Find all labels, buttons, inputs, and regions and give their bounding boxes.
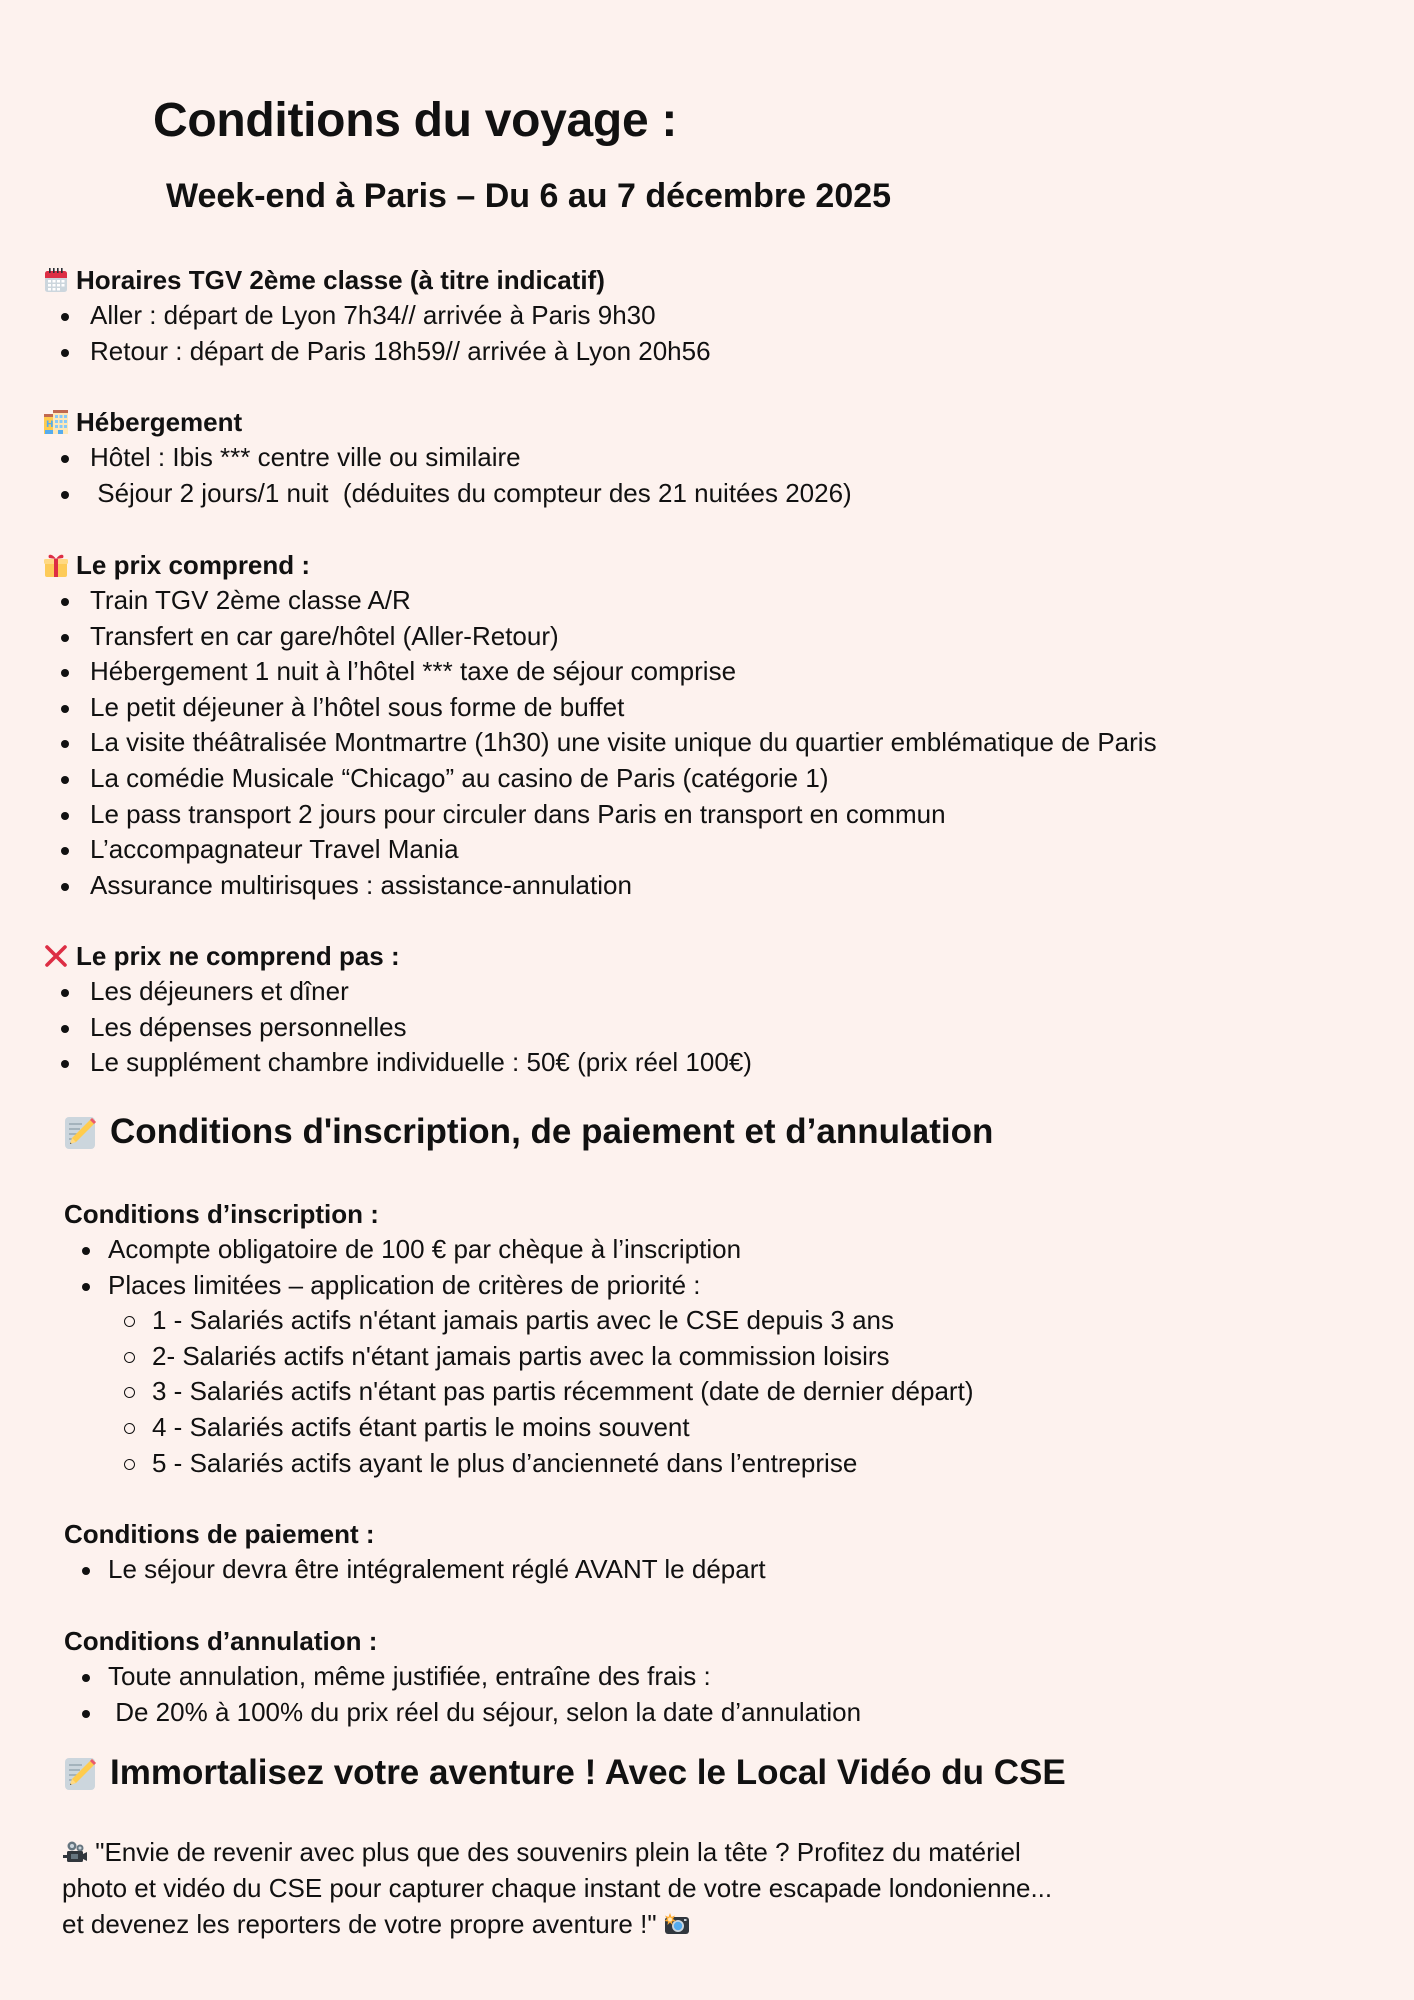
section-title: Le prix ne comprend pas : (76, 941, 400, 971)
criteria-item: 1 - Salariés actifs n'étant jamais partis avec le CSE depuis 3 ans (64, 1303, 973, 1339)
list-item: La comédie Musicale “Chicago” au casino de Paris (catégorie 1) (42, 761, 1157, 797)
section-included (42, 547, 1157, 903)
list-item: Les déjeuners et dîner (42, 974, 752, 1010)
not-included-list (42, 974, 752, 1081)
list-item: Assurance multirisques : assistance-annulation (42, 868, 1157, 904)
section-horaires (42, 262, 711, 369)
page-title: Conditions du voyage : (153, 94, 678, 147)
svg-text:H: H (46, 420, 54, 430)
cross-mark-icon (42, 942, 70, 970)
list-item: Le petit déjeuner à l’hôtel sous forme de buffet (42, 690, 1157, 726)
included-list (42, 583, 1157, 903)
paiement-block (64, 1516, 766, 1588)
subsection-title: Conditions d’inscription : (64, 1199, 379, 1229)
list-item: Retour : départ de Paris 18h59// arrivée à Lyon 20h56 (42, 334, 711, 370)
schedule-list (42, 298, 711, 369)
accommodation-list (42, 440, 852, 511)
section-heading (42, 404, 852, 440)
heading-text: Immortalisez votre aventure ! Avec le Local Vidéo du CSE (110, 1753, 1066, 1792)
priority-criteria-list (64, 1303, 973, 1481)
criteria-item: 2- Salariés actifs n'étant jamais partis avec la commission loisirs (64, 1339, 973, 1375)
paiement-list (64, 1552, 766, 1588)
section-hebergement (42, 404, 852, 511)
gift-icon (42, 551, 70, 579)
calendar-icon (42, 266, 70, 294)
video-heading (62, 1750, 1066, 1796)
section-title: Hébergement (76, 407, 243, 437)
criteria-item: 4 - Salariés actifs étant partis le moins souvent (64, 1410, 973, 1446)
quote-text-line3: et devenez les reporters de votre propre aventure !" (62, 1909, 664, 1939)
list-item: Toute annulation, même justifiée, entraîne des frais : (64, 1659, 861, 1695)
list-item: Le séjour devra être intégralement réglé AVANT le départ (64, 1552, 766, 1588)
section-heading (42, 262, 711, 298)
list-item: Hébergement 1 nuit à l’hôtel *** taxe de séjour comprise (42, 654, 1157, 690)
list-item: Séjour 2 jours/1 nuit (déduites du compteur des 21 nuitées 2026) (42, 476, 852, 512)
inscription-list (64, 1232, 973, 1303)
list-item: Le supplément chambre individuelle : 50€ (prix réel 100€) (42, 1045, 752, 1081)
video-quote (62, 1834, 1212, 1942)
criteria-item: 3 - Salariés actifs n'étant pas partis récemment (date de dernier départ) (64, 1374, 973, 1410)
section-heading (42, 938, 752, 974)
memo-pencil-icon (62, 1114, 98, 1150)
list-item: Acompte obligatoire de 100 € par chèque à l’inscription (64, 1232, 973, 1268)
conditions-heading (62, 1109, 993, 1155)
list-item: De 20% à 100% du prix réel du séjour, selon la date d’annulation (64, 1695, 861, 1731)
heading-text: Conditions d'inscription, de paiement et d’annulation (110, 1112, 994, 1151)
list-item: Transfert en car gare/hôtel (Aller-Retour) (42, 619, 1157, 655)
inscription-block (64, 1196, 973, 1481)
list-item: Train TGV 2ème classe A/R (42, 583, 1157, 619)
hotel-icon (42, 408, 70, 436)
page-subtitle: Week-end à Paris – Du 6 au 7 décembre 2025 (166, 177, 892, 215)
quote-line (62, 1906, 1212, 1942)
movie-camera-icon (62, 1840, 88, 1864)
subsection-title: Conditions de paiement : (64, 1519, 375, 1549)
quote-line: photo et vidéo du CSE pour capturer chaque instant de votre escapade londonienne... (62, 1873, 1053, 1903)
quote-text-line1: "Envie de revenir avec plus que des souvenirs plein la tête ? Profitez du matériel (88, 1837, 1021, 1867)
annulation-list (64, 1659, 861, 1730)
section-not-included (42, 938, 752, 1081)
section-title: Le prix comprend : (76, 550, 311, 580)
list-item: L’accompagnateur Travel Mania (42, 832, 1157, 868)
section-heading (42, 547, 1157, 583)
memo-pencil-icon (62, 1755, 98, 1791)
list-item: Places limitées – application de critères de priorité : (64, 1268, 973, 1304)
quote-line (62, 1834, 1212, 1870)
list-item: Le pass transport 2 jours pour circuler dans Paris en transport en commun (42, 797, 1157, 833)
list-item: Les dépenses personnelles (42, 1010, 752, 1046)
list-item: Hôtel : Ibis *** centre ville ou similaire (42, 440, 852, 476)
criteria-item: 5 - Salariés actifs ayant le plus d’ancienneté dans l’entreprise (64, 1446, 973, 1482)
list-item: Aller : départ de Lyon 7h34// arrivée à Paris 9h30 (42, 298, 711, 334)
section-title: Horaires TGV 2ème classe (à titre indicatif) (76, 265, 605, 295)
annulation-block (64, 1623, 861, 1730)
subsection-title: Conditions d’annulation : (64, 1626, 378, 1656)
list-item: La visite théâtralisée Montmartre (1h30) une visite unique du quartier emblématique de Paris (42, 725, 1157, 761)
camera-flash-icon (664, 1912, 690, 1936)
